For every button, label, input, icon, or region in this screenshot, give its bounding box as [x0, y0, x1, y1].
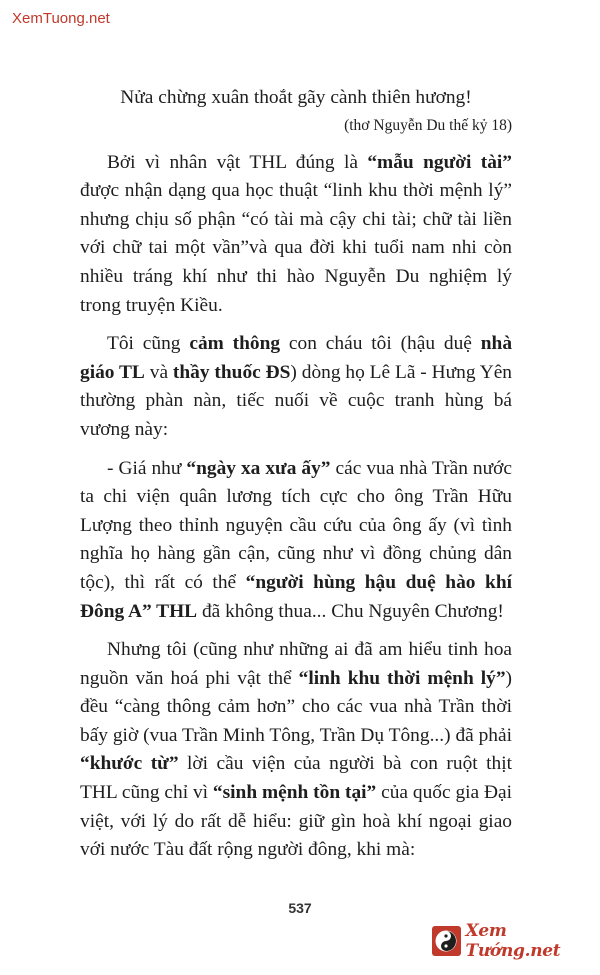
emphasis-text: “ngày xa xưa ấy”	[186, 457, 331, 479]
watermark-site-name: XemTuong.net	[12, 10, 110, 27]
emphasis-text: cảm thông	[189, 333, 281, 355]
page-number: 537	[288, 900, 312, 916]
emphasis-text: nhà giáo TL	[80, 333, 513, 383]
emphasis-text: thầy thuốc ĐS	[172, 361, 291, 383]
body-text: của quốc gia Đại việt, với lý do rất dễ hiểu: giữ gìn hoà khí ngoại giao với nước Tàu đất rộng người đông, khi mà:	[80, 782, 512, 861]
page-body	[80, 84, 512, 865]
body-text: Tôi cũng	[107, 333, 190, 355]
emphasis-text: “linh khu thời mệnh lý”	[298, 667, 506, 689]
emphasis-text: “sinh mệnh tồn tại”	[212, 782, 377, 804]
emphasis-text: “mẫu người tài”	[367, 151, 512, 173]
paragraph-4	[80, 636, 512, 865]
body-text: con cháu tôi (hậu duệ	[280, 333, 481, 355]
body-text: được nhận dạng qua học thuật “linh khu thời mệnh lý” nhưng chịu số phận “có tài mà cậy chi tài; chữ tài liền với chữ tai một vần”và qua đời khi tuổi nam nhi còn nhiều tráng khí như thi hào Nguyễn Du nghiệm lý trong truyện Kiều.	[80, 180, 512, 316]
body-text: ) đều “càng thông cảm hơn” cho các vua nhà Trần thời bấy giờ (vua Trần Minh Tông, Trần Dụ Tông...) đã phải	[80, 667, 512, 746]
body-text: lời cầu viện của người bà con ruột thịt THL cũng chỉ vì	[80, 753, 512, 804]
body-text: các vua nhà Trần nước ta chi viện quân lương tích cực cho ông Trần Hữu Lượng theo thỉnh nguyện cầu cứu của ông ấy (vì tình nghĩa họ hàng gần cận, cũng như vì đồng chủng dân tộc), thì rất có thể	[80, 457, 512, 593]
body-text: ) dòng họ Lê Lã - Hưng Yên thường phàn nàn, tiếc nuối về cuộc tranh hùng bá vương này:	[80, 361, 512, 440]
yin-yang-icon	[432, 926, 461, 956]
body-text: đã không thua... Chu Nguyên Chương!	[197, 600, 504, 622]
body-text: - Giá như	[107, 457, 187, 479]
body-text: và	[144, 361, 173, 383]
paragraph-2	[80, 330, 512, 444]
body-text: Bởi vì nhân vật THL đúng là	[107, 151, 368, 173]
paragraph-3	[80, 455, 512, 627]
emphasis-text: “người hùng hậu duệ hào khí Đông A” THL	[80, 571, 512, 622]
body-text: Nhưng tôi (cũng như những ai đã am hiểu tinh hoa nguồn văn hoá phi vật thể	[80, 639, 512, 689]
emphasis-text: “khước từ”	[80, 753, 179, 775]
site-logo	[432, 921, 600, 961]
poem-citation: (thơ Nguyễn Du thế kỷ 18)	[344, 116, 512, 134]
logo-text: Xem Tướng.net	[465, 921, 561, 961]
paragraph-1	[80, 149, 512, 321]
poem-line: Nửa chừng xuân thoắt gãy cành thiên hương!	[120, 87, 472, 108]
